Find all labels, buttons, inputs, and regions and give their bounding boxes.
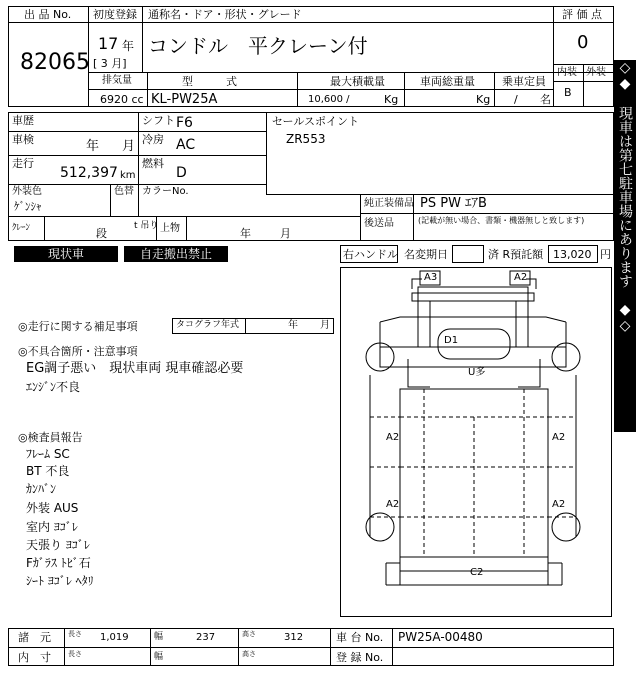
interior-grade: B [564,86,572,99]
divider [553,22,614,23]
divider [142,6,143,22]
divider [553,64,614,65]
divider [8,155,266,156]
exterior-label: 外装 [586,67,606,78]
divider [142,22,143,72]
divider [404,72,405,107]
defect-line: ｴﾝｼﾞﾝ不良 [26,380,81,394]
inner-width-label: 幅 [154,652,164,662]
mark-a2-lower-right: A2 [552,499,566,510]
defects-title: ◎不具合箇所・注意事項 [18,345,138,358]
divider [110,184,111,216]
lot-number: 82065 [20,50,90,75]
recycle-label: 済 R預託額 [488,248,544,261]
divider [266,194,614,195]
aftermarket-label: 後送品 [364,218,394,229]
history-label: 車歴 [12,114,34,127]
mark-a2-left: A2 [386,432,400,443]
recycle-amount: 13,020 [553,248,592,261]
divider [8,22,88,23]
chassis-value: PW25A-00480 [398,630,483,644]
divider [150,628,151,666]
inspector-line: 室内 ﾖｺﾞﾚ [26,520,78,534]
inspector-title: ◎検査員報告 [18,431,83,444]
color-change-label: 色替 [114,186,134,197]
inspector-line: 天張り ﾖｺﾞﾚ [26,538,90,552]
fuel-label: 燃料 [142,157,164,170]
divider [8,647,614,648]
parking-banner [614,60,636,432]
model-label: 型 式 [182,75,237,88]
inner-dims-label: 内 寸 [18,651,51,664]
divider [8,131,266,132]
current-condition-badge: 現状車 [14,246,118,262]
kg-unit: Kg [476,93,491,106]
kg-unit: Kg [384,93,399,106]
inspector-line: Fｶﾞﾗｽ ﾄﾋﾞ石 [26,556,91,570]
capacity-unit: 名 [540,93,551,106]
inspector-line: ｼｰﾄ ﾖｺﾞﾚ ﾍﾀﾘ [26,574,94,588]
fuel-value: D [176,165,187,181]
height-value: 312 [284,632,304,643]
divider [44,216,45,241]
ac-label: 冷房 [142,133,164,146]
score-label: 評 価 点 [562,8,602,21]
divider [494,72,495,107]
divider [360,194,361,241]
chassis-label: 車 台 No. [336,631,384,644]
divider [330,628,331,666]
model-value: KL-PW25A [151,92,218,107]
mileage-label: 走行 [12,157,34,170]
equipment-value: PS PW ｴｱB [420,196,487,211]
inspector-line: BT 不良 [26,464,70,478]
mark-a3: A3 [424,272,438,283]
name-change-box [452,245,484,263]
inspection-label: 車検 [12,133,34,146]
truck-diagram [340,267,612,617]
max-load-value: 10,600 / [308,94,350,105]
car-name: コンドル 平クレーン付 [148,34,368,58]
inspector-line: 外装 AUS [26,501,79,515]
displacement-label: 排気量 [102,75,132,86]
inspection-month-unit: 月 [122,139,136,154]
divider [138,112,139,216]
divider [88,22,553,23]
reg-month: [ 3 月] [93,57,127,70]
divider [88,72,614,73]
divider [186,216,187,241]
first-reg-label: 初度登録 [93,8,137,21]
divider [88,89,553,90]
sales-point-label: セールスポイント [272,115,360,128]
defect-line: EG調子悪い 現状車両 現車確認必要 [26,361,244,376]
divider [583,64,584,107]
dims-label: 諸 元 [18,631,51,644]
length-label: 長さ [68,630,82,638]
divider [147,72,148,107]
max-load-label: 最大積載量 [330,75,385,88]
inspector-line: ﾌﾚｰﾑ SC [26,447,70,461]
upper-label: 上物 [160,223,180,234]
tacho-year-unit: 年 [288,320,298,331]
capacity-value: / [514,93,518,106]
year-unit: 年 [122,39,135,53]
tacho-label: タコグラフ年式 [176,320,240,330]
divider [8,216,360,217]
mark-c2: C2 [470,567,484,578]
crane-stage-unit: 段 [96,227,107,240]
parking-banner-text: ◇◆ 現車は第七駐車場にあります ◆◇ [617,60,633,334]
divider [8,184,266,185]
inner-height-label: 高さ [242,650,256,658]
divider [266,112,267,194]
km-unit: km [120,170,136,181]
equipment-label: 純正装備品 [364,198,414,209]
lot-label: 出 品 No. [24,8,72,21]
crane-label: ｸﾚｰﾝ [12,223,31,233]
aftermarket-note: (記載が無い場合、書類・機器無しと致します) [418,216,585,225]
ac-value: AC [176,137,196,153]
mark-a2-top: A2 [514,272,528,283]
divider [297,72,298,107]
score-value: 0 [577,32,589,53]
mark-d1: D1 [444,335,459,346]
displacement-value: 6920 cc [100,93,144,106]
exterior-color-label: 外装色 [12,186,42,197]
reg-no-label: 登 録 No. [336,651,384,664]
divider [238,628,239,666]
driving-notes-title: ◎走行に関する補足事項 [18,320,138,333]
mark-a2-right: A2 [552,432,566,443]
height-label: 高さ [242,630,256,638]
divider [64,628,65,666]
length-value: 1,019 [100,632,129,643]
tacho-month-unit: 月 [320,320,330,331]
width-value: 237 [196,632,216,643]
inspector-line: ｶﾝﾊﾞﾝ [26,482,57,496]
mark-a2-lower-left: A2 [386,499,400,510]
sales-point-value: ZR553 [286,132,326,146]
steering-value: 右ハンドル [343,248,398,261]
divider [392,628,393,666]
gross-weight-label: 車両総重量 [420,75,475,88]
upper-year-unit: 年 [240,227,251,240]
divider [245,318,246,334]
exterior-color-value: ｹﾞﾝｼｬ [14,200,42,213]
interior-label: 内装 [557,67,577,78]
shift-value: F6 [176,115,193,131]
mark-u: U多 [468,367,486,378]
width-label: 幅 [154,632,164,642]
name-change-label: 名変期日 [404,248,448,261]
reg-year: 17 [98,34,119,53]
inspection-year-unit: 年 [86,139,100,154]
upper-month-unit: 月 [280,227,291,240]
color-code-label: カラーNo. [142,186,189,197]
crane-lift-unit: t 吊り [134,221,159,231]
car-name-label: 通称名・ドア・形状・グレード [148,8,302,21]
divider [360,213,614,214]
no-self-drive-badge: 自走搬出禁止 [124,246,228,262]
inner-length-label: 長さ [68,650,82,658]
mileage-value: 512,397 [60,165,118,181]
yen-unit: 円 [600,248,611,261]
capacity-label: 乗車定員 [502,75,546,88]
shift-label: シフト [142,114,175,127]
